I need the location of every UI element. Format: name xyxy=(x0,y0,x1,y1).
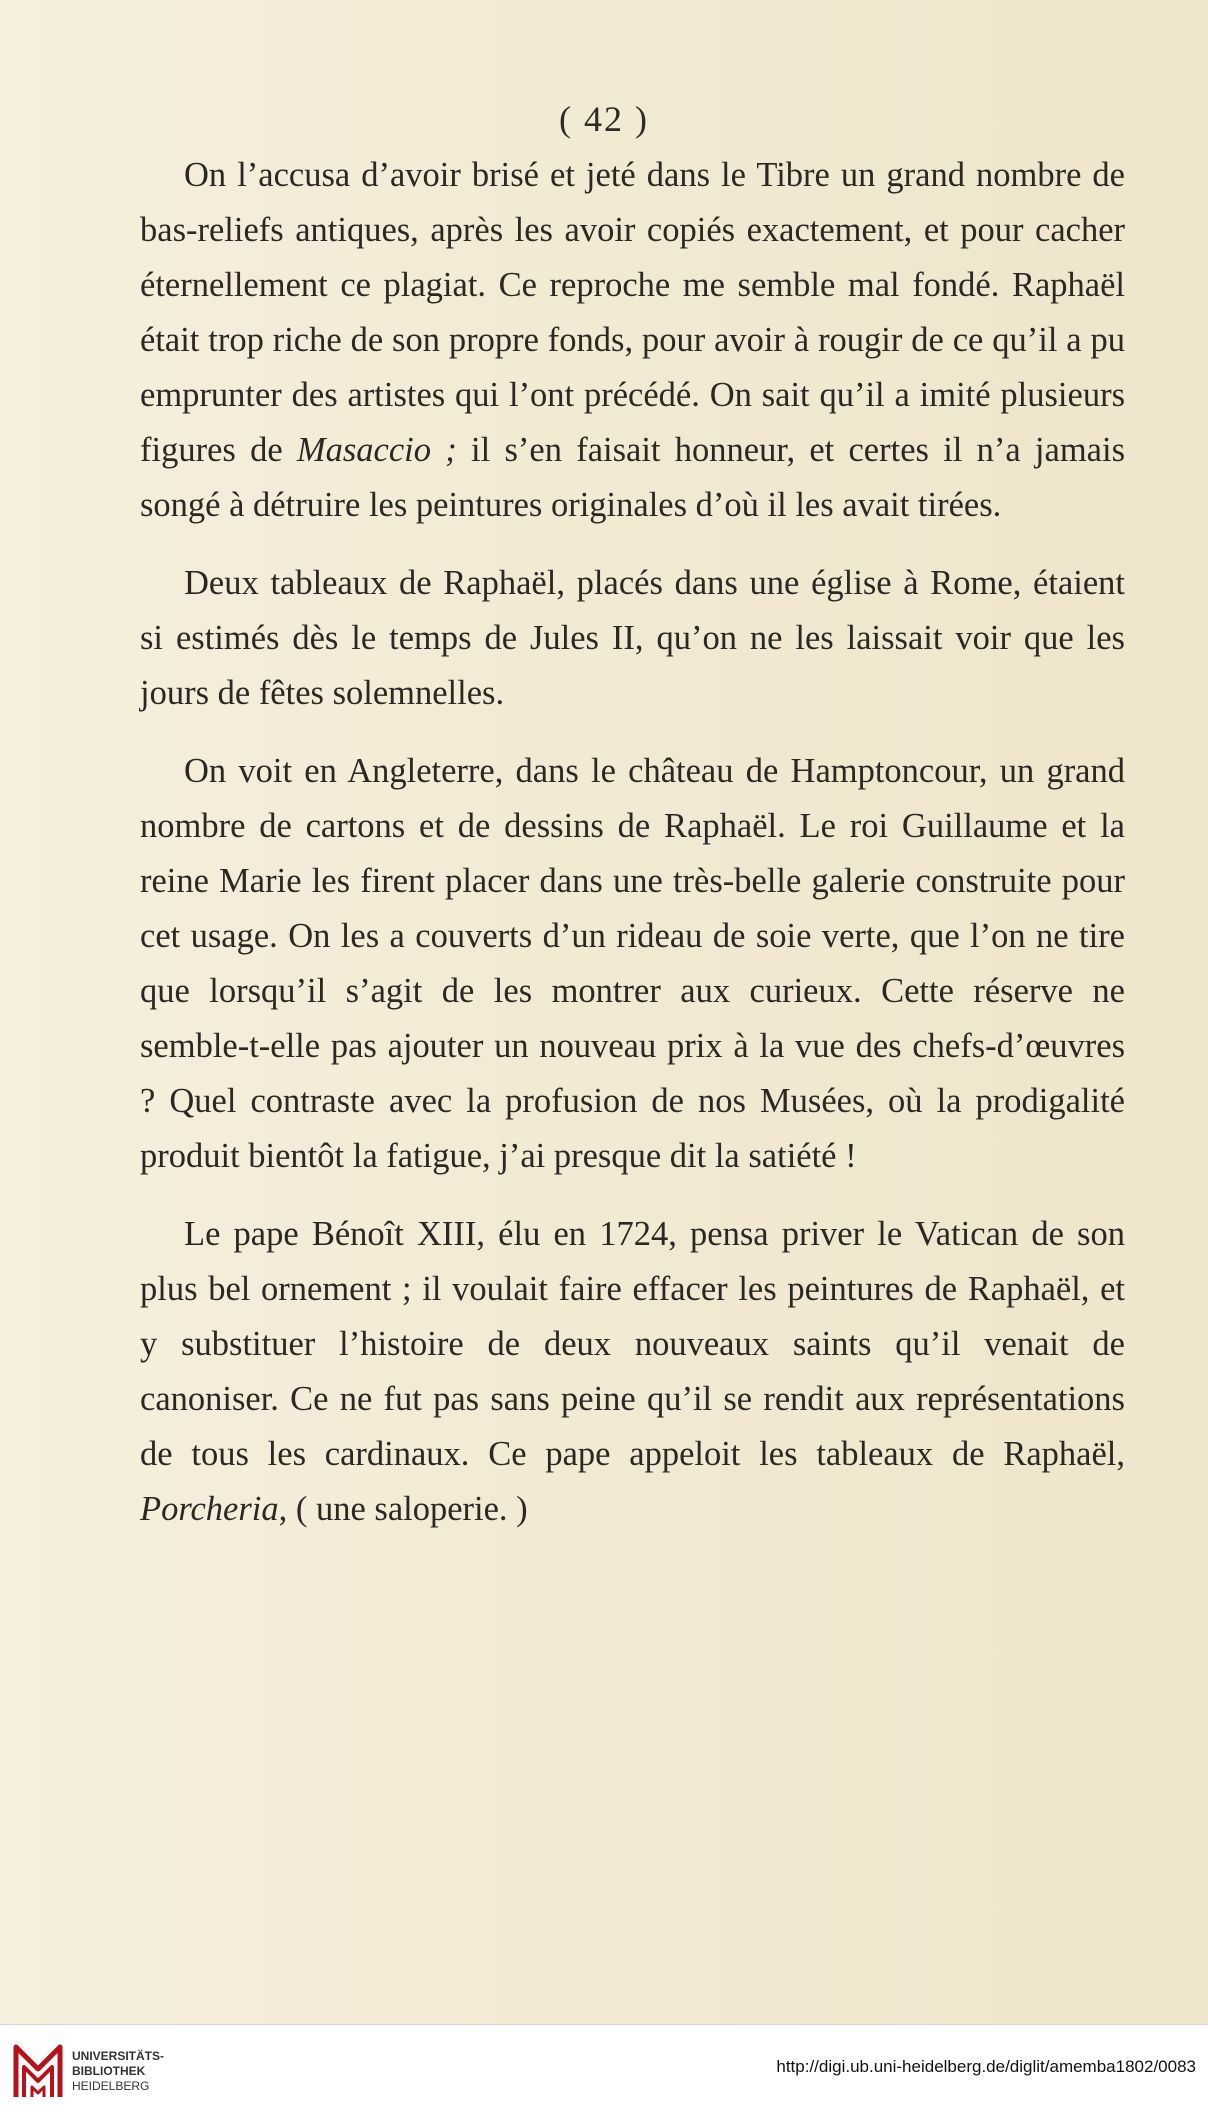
library-name-line-3: HEIDELBERG xyxy=(72,2079,150,2093)
page-number: ( 42 ) xyxy=(559,99,649,139)
paragraph-2 xyxy=(140,556,1125,721)
paragraph-3-text: On voit en Angleterre, dans le château de Hamptoncour, un grand nombre de cartons et de dessins de Raphaël. Le roi Guillaume et la reine Marie les firent placer dans une très-belle galerie construite pour cet usage. On les a couverts d’un rideau de soie verte, que l’on ne tire que lorsqu’il s’agit de les montrer aux curieux. Cette réserve ne semble-t-elle pas ajouter un nouveau prix à la vue des chefs-d’œuvres ? Quel contraste avec la profusion de nos Musées, où la prodigalité produit bientôt la fatigue, j’ai presque dit la satiété ! xyxy=(140,752,1125,1175)
library-logo-icon xyxy=(12,2039,64,2101)
paragraph-1-text: On l’accusa d’avoir brisé et jeté dans le Tibre un grand nombre de bas-reliefs antiques, après les avoir copiés exactement, et pour cacher éternellement ce plagiat. Ce reproche me semble mal fondé. Raphaël était trop riche de son propre fonds, pour avoir à rougir de ce qu’il a pu emprunter des artistes qui l’ont précédé. On sait qu’il a imité plusieurs figures de xyxy=(140,156,1125,469)
viewer-footer xyxy=(0,2024,1208,2115)
library-name-line-1: UNIVERSITÄTS- xyxy=(72,2049,165,2063)
paragraph-1-tail: il s’en faisait honneur, et certes il n’a jamais songé à détruire les peintures originales d’où il les avait tirées. xyxy=(140,431,1125,524)
library-name xyxy=(72,2049,164,2094)
paragraph-2-text: Deux tableaux de Raphaël, placés dans une église à Rome, étaient si estimés dès le temps de Jules II, qu’on ne les laissait voir que les jours de fêtes solemnelles. xyxy=(140,564,1125,712)
paragraph-4 xyxy=(140,1207,1125,1537)
paragraph-4-text: Le pape Bénoît XIII, élu en 1724, pensa priver le Vatican de son plus bel ornement ; il voulait faire effacer les peintures de Raphaël, et y substituer l’histoire de deux nouveaux saints qu’il venait de canoniser. Ce ne fut pas sans peine qu’il se rendit aux représentations de tous les cardinaux. Ce pape appeloit les tableaux de Raphaël, xyxy=(140,1215,1125,1473)
paragraph-4-tail: , ( une saloperie. ) xyxy=(278,1490,528,1528)
paragraph-1 xyxy=(140,148,1125,533)
paragraph-4-italic: Porcheria xyxy=(140,1490,279,1528)
page-body xyxy=(140,148,1125,1560)
paragraph-3 xyxy=(140,744,1125,1184)
paragraph-1-italic: Masaccio ; xyxy=(296,431,457,469)
library-name-line-2: BIBLIOTHEK xyxy=(72,2064,146,2078)
permalink-url[interactable]: http://digi.ub.uni-heidelberg.de/diglit/amemba1802/0083 xyxy=(776,2057,1196,2076)
